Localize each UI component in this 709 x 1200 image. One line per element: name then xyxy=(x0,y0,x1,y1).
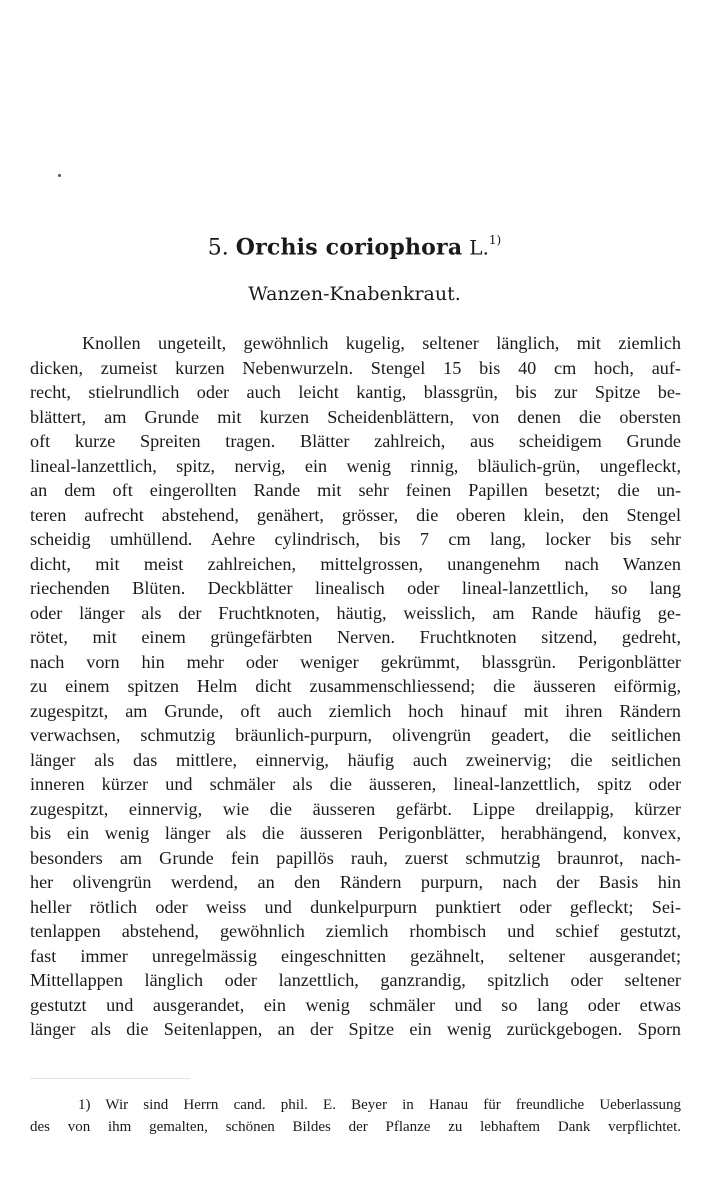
text-line: oft kurze Spreiten tragen. Blätter zahlreich, aus scheidigem Grunde xyxy=(30,431,681,451)
footnote-reference: 1) xyxy=(488,233,502,247)
text-line: her olivengrün werdend, an den Rändern purpurn, nach der Basis hin xyxy=(30,872,681,892)
section-number: 5. xyxy=(207,235,229,261)
text-line: bis ein wenig länger als die äusseren Perigonblätter, herabhängend, konvex, xyxy=(30,823,681,843)
footnote-line: des von ihm gemalten, schönen Bildes der Pflanze zu lebhaftem Dank verpflichtet. xyxy=(30,1119,681,1135)
text-line: gestutzt und ausgerandet, ein wenig schmäler und so lang oder etwas xyxy=(30,994,681,1015)
text-line: recht, stielrundlich oder auch leicht kantig, blassgrün, bis zur Spitze be- xyxy=(30,382,681,402)
text-line: teren aufrecht abstehend, genähert, grösser, die oberen klein, den Stengel xyxy=(30,504,681,525)
text-line: dicht, mit meist zahlreichen, mittelgrossen, unangenehm nach Wanzen xyxy=(30,553,681,574)
text-line: an dem oft eingerollten Rande mit sehr feinen Papillen besetzt; die un- xyxy=(30,480,681,500)
species-author: L. xyxy=(469,235,489,260)
text-line: riechenden Blüten. Deckblätter linealisch oder lineal-lanzettlich, so lang xyxy=(30,578,681,598)
speck-mark xyxy=(58,174,61,177)
text-line: Knollen ungeteilt, gewöhnlich kugelig, seltener länglich, mit ziemlich xyxy=(82,333,681,353)
footnote-line: 1) Wir sind Herrn cand. phil. E. Beyer in Hanau für freundliche Ueberlassung xyxy=(78,1097,681,1113)
text-line: länger als das mittlere, einnervig, häufig auch zweinervig; die seitlichen xyxy=(30,749,681,770)
text-line: rötet, mit einem grüngefärbten Nerven. Fruchtknoten sitzend, gedreht, xyxy=(30,627,681,647)
text-line: besonders am Grunde fein papillös rauh, zuerst schmutzig braunrot, nach- xyxy=(30,847,681,868)
text-line: scheidig umhüllend. Aehre cylindrisch, bis 7 cm lang, locker bis sehr xyxy=(30,529,681,549)
text-line: dicken, zumeist kurzen Nebenwurzeln. Stengel 15 bis 40 cm hoch, auf- xyxy=(30,357,681,378)
text-line: nach vorn hin mehr oder weniger gekrümmt, blassgrün. Perigonblätter xyxy=(30,651,681,672)
text-line: länger als die Seitenlappen, an der Spitze ein wenig zurückgebogen. Sporn xyxy=(30,1019,681,1039)
text-line: heller rötlich oder weiss und dunkelpurpurn punktiert oder gefleckt; Sei- xyxy=(30,896,681,917)
text-line: zugespitzt, am Grunde, oft auch ziemlich hoch hinauf mit ihren Rändern xyxy=(30,700,681,721)
text-line: tenlappen abstehend, gewöhnlich ziemlich rhombisch und schief gestutzt, xyxy=(30,921,681,941)
text-line: inneren kürzer und schmäler als die äusseren, lineal-lanzettlich, spitz oder xyxy=(30,774,681,794)
footnote-divider xyxy=(30,1078,190,1079)
text-line: oder länger als der Fruchtknoten, häutig, weisslich, am Rande häufig ge- xyxy=(30,602,681,623)
text-line: Mittellappen länglich oder lanzettlich, ganzrandig, spitzlich oder seltener xyxy=(30,970,681,990)
common-name: Wanzen-Knabenkraut. xyxy=(248,283,461,305)
species-title xyxy=(0,228,709,262)
species-name: Orchis coriophora xyxy=(235,234,463,261)
footnote xyxy=(30,1094,681,1138)
text-line: zu einem spitzen Helm dicht zusammenschliessend; die äusseren eiförmig, xyxy=(30,676,681,696)
description-paragraph xyxy=(30,331,681,1042)
text-line: lineal-lanzettlich, spitz, nervig, ein wenig rinnig, bläulich-grün, ungefleckt, xyxy=(30,455,681,476)
text-line: verwachsen, schmutzig bräunlich-purpurn, olivengrün geadert, die seitlichen xyxy=(30,725,681,745)
text-line: zugespitzt, einnervig, wie die äusseren gefärbt. Lippe dreilappig, kürzer xyxy=(30,798,681,819)
text-line: fast immer unregelmässig eingeschnitten gezähnelt, seltener ausgerandet; xyxy=(30,945,681,966)
text-line: blättert, am Grunde mit kurzen Scheidenblättern, von denen die obersten xyxy=(30,406,681,427)
